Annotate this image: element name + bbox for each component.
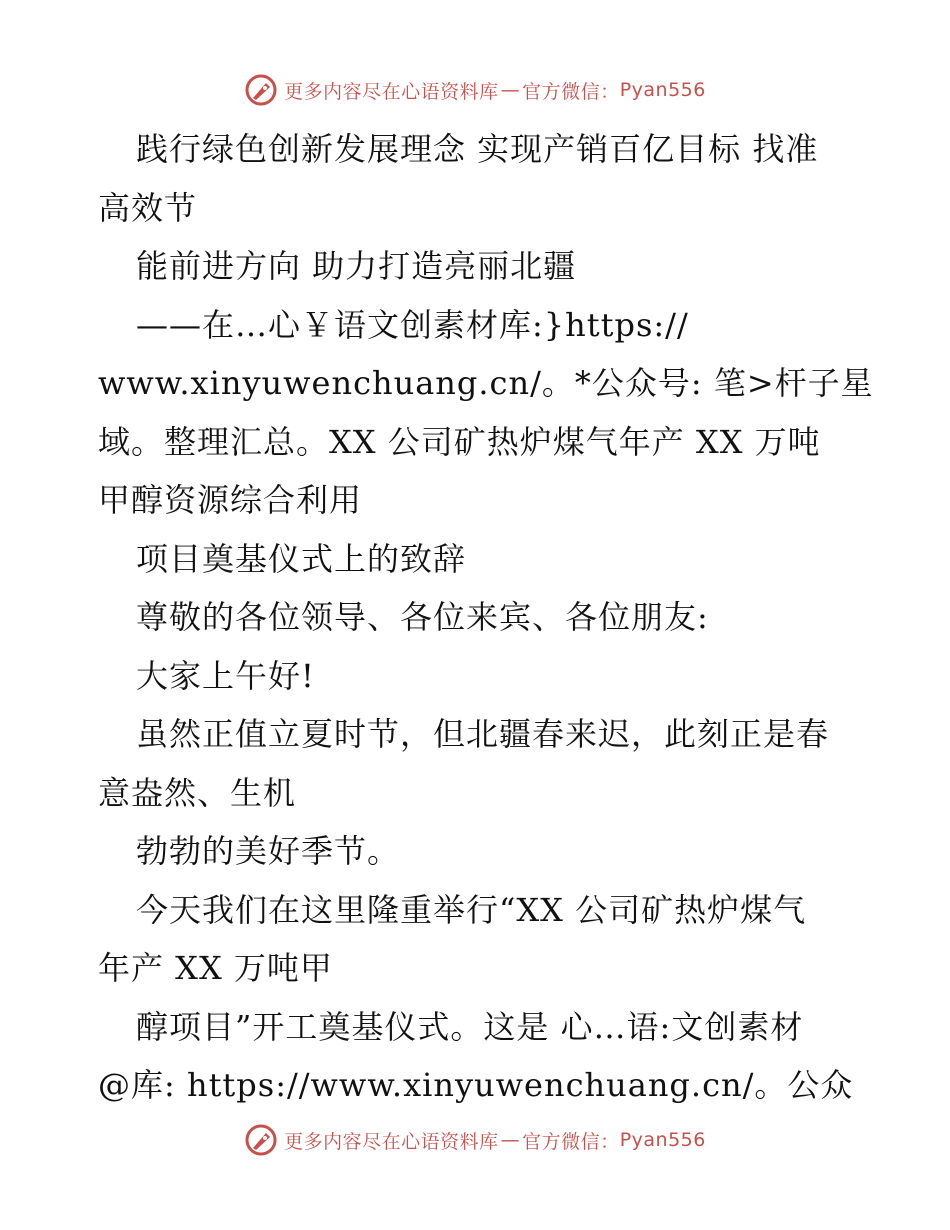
header-brand-text: 更多内容尽在心语资料库 (284, 80, 499, 103)
footer-wechat-id: Pyan556 (619, 1129, 706, 1151)
text-line: 尊敬的各位领导、各位来宾、各位朋友: (136, 598, 709, 636)
text-line: 醇项目”开工奠基仪式。这是 心…语:文创素材 (136, 1007, 804, 1046)
document-body (98, 120, 874, 1115)
text-line: @库: https://www.xinyuwenchuang.cn/。公众 (98, 1066, 854, 1104)
text-line: 虽然正值立夏时节，但北疆春来迟，此刻正是春 (136, 715, 830, 753)
header-banner (0, 70, 950, 110)
header-wechat-id: Pyan556 (619, 79, 706, 101)
text-line: 甲醇资源综合利用 (98, 481, 363, 519)
text-line: 项目奠基仪式上的致辞 (136, 539, 467, 578)
header-wechat-label: 官方微信： (522, 80, 620, 103)
text-line: 勃勃的美好季节。 (136, 832, 401, 870)
text-line: www.xinyuwenchuang.cn/。*公众号: 笔>杆子星 (98, 364, 874, 402)
footer-banner (0, 1120, 950, 1160)
text-line: 年产 XX 万吨甲 (98, 949, 333, 987)
header-separator: — (500, 79, 521, 101)
pen-nib-circle-icon (244, 73, 278, 107)
text-line: 践行绿色创新发展理念 实现产销百亿目标 找准 (136, 130, 819, 168)
pen-nib-circle-icon (244, 1123, 278, 1157)
text-line: 能前进方向 助力打造亮丽北疆 (136, 247, 577, 285)
footer-wechat-label: 官方微信： (522, 1130, 620, 1153)
text-line: 高效节 (98, 188, 198, 227)
text-line: 意盎然、生机 (98, 773, 297, 812)
text-line: 域。整理汇总。XX 公司矿热炉煤气年产 XX 万吨 (98, 422, 821, 461)
text-line: ——在…心￥语文创素材库:}https:// (136, 305, 689, 344)
text-line: 大家上午好! (136, 656, 315, 695)
text-line: 今天我们在这里隆重举行“XX 公司矿热炉煤气 (136, 890, 807, 929)
footer-brand-text: 更多内容尽在心语资料库 (284, 1130, 499, 1153)
footer-separator: — (500, 1129, 521, 1151)
